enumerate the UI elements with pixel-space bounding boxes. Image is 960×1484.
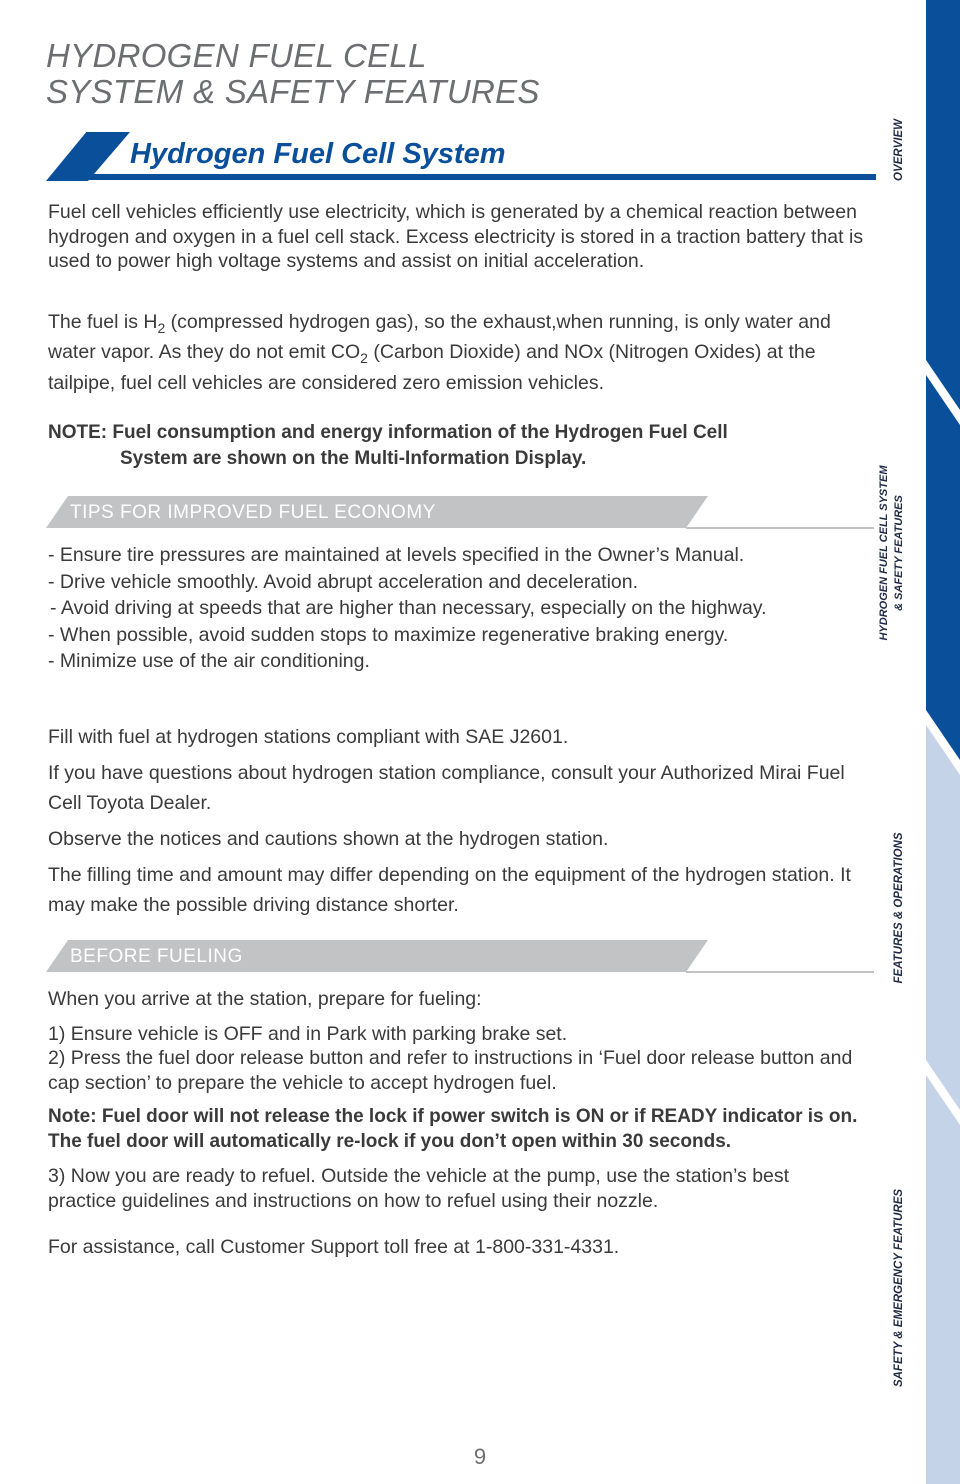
section-bar-rule: [76, 174, 876, 180]
tips-banner: [46, 496, 874, 530]
section-title-bar: [46, 132, 876, 184]
nav-hydrogen-system[interactable]: HYDROGEN FUEL CELL SYSTEM & SAFETY FEATURES: [878, 465, 905, 641]
list-item: - Ensure tire pressures are maintained at levels specified in the Owner’s Manual.: [48, 544, 745, 566]
before-fueling-content: [48, 987, 870, 1260]
page-number: 9: [473, 1444, 487, 1469]
fuel-door-note: Note: Fuel door will not release the lock if power switch is ON or if READY indicator is on. The fuel door will automatically re-lock if you don’t open within 30 seconds.: [48, 1106, 858, 1152]
step-3: 3) Now you are ready to refuel. Outside the vehicle at the pump, use the station’s best practice guidelines and instructions on how to refuel using their nozzle.: [48, 1165, 790, 1212]
customer-support: For assistance, call Customer Support toll free at 1-800-331-4331.: [48, 1236, 620, 1258]
fueling-paragraph: Observe the notices and cautions shown at the hydrogen station.: [48, 828, 609, 850]
nav-safety-emergency[interactable]: SAFETY & EMERGENCY FEATURES: [893, 1188, 905, 1388]
intro-paragraph-1: Fuel cell vehicles efficiently use electricity, which is generated by a chemical reaction between hydrogen and oxygen in a fuel cell stack. Excess electricity is stored in a traction battery that is used to power high voltage systems and assist on initial acceleration.: [48, 201, 864, 272]
list-item: - Avoid driving at speeds that are higher than necessary, especially on the highway.: [50, 597, 767, 619]
tips-list: [48, 543, 878, 674]
section-title: Hydrogen Fuel Cell System: [130, 138, 506, 170]
before-fueling-banner-label: BEFORE FUELING: [70, 946, 243, 967]
intro-paragraph-2: The fuel is $H_2$ (compressed hydrogen gas), so the exhaust,when running, is only water and water vapor. As they do not emit $CO_2$ (Carbon Dioxide) and NOx (Nitrogen Oxides) at the tailpipe, fuel cell vehicles are considered zero emission vehicles.: [48, 311, 831, 394]
list-item: - Minimize use of the air conditioning.: [48, 650, 370, 672]
step-2: 2) Press the fuel door release button and refer to instructions in ‘Fuel door release button and cap section’ to prepare the vehicle to accept hydrogen fuel.: [48, 1047, 853, 1094]
before-fueling-banner: [46, 940, 874, 974]
nav-features-operations[interactable]: FEATURES & OPERATIONS: [893, 832, 905, 984]
page-header: [46, 38, 540, 110]
fueling-info: [48, 722, 878, 920]
nav-overview[interactable]: OVERVIEW: [893, 119, 905, 181]
side-navigation: [876, 0, 960, 1484]
list-item: - Drive vehicle smoothly. Avoid abrupt acceleration and deceleration.: [48, 570, 639, 593]
fueling-paragraph: The filling time and amount may differ depending on the equipment of the hydrogen station. It may make the possible driving distance shorter.: [48, 864, 851, 916]
before-fueling-intro: When you arrive at the station, prepare for fueling:: [48, 988, 482, 1010]
page-header-line1: HYDROGEN FUEL CELL: [46, 37, 427, 74]
step-1: 1) Ensure vehicle is OFF and in Park with parking brake set.: [48, 1022, 568, 1045]
page-header-line2: SYSTEM & SAFETY FEATURES: [46, 73, 540, 110]
display-note: NOTE: Fuel consumption and energy information of the Hydrogen Fuel Cell System are shown on the Multi-Information Display.: [48, 422, 728, 469]
tips-banner-label: TIPS FOR IMPROVED FUEL ECONOMY: [70, 502, 436, 523]
list-item: - When possible, avoid sudden stops to maximize regenerative braking energy.: [48, 623, 729, 646]
fueling-paragraph: Fill with fuel at hydrogen stations compliant with SAE J2601.: [48, 726, 569, 748]
fueling-paragraph: If you have questions about hydrogen station compliance, consult your Authorized Mirai Fuel Cell Toyota Dealer.: [48, 762, 845, 814]
